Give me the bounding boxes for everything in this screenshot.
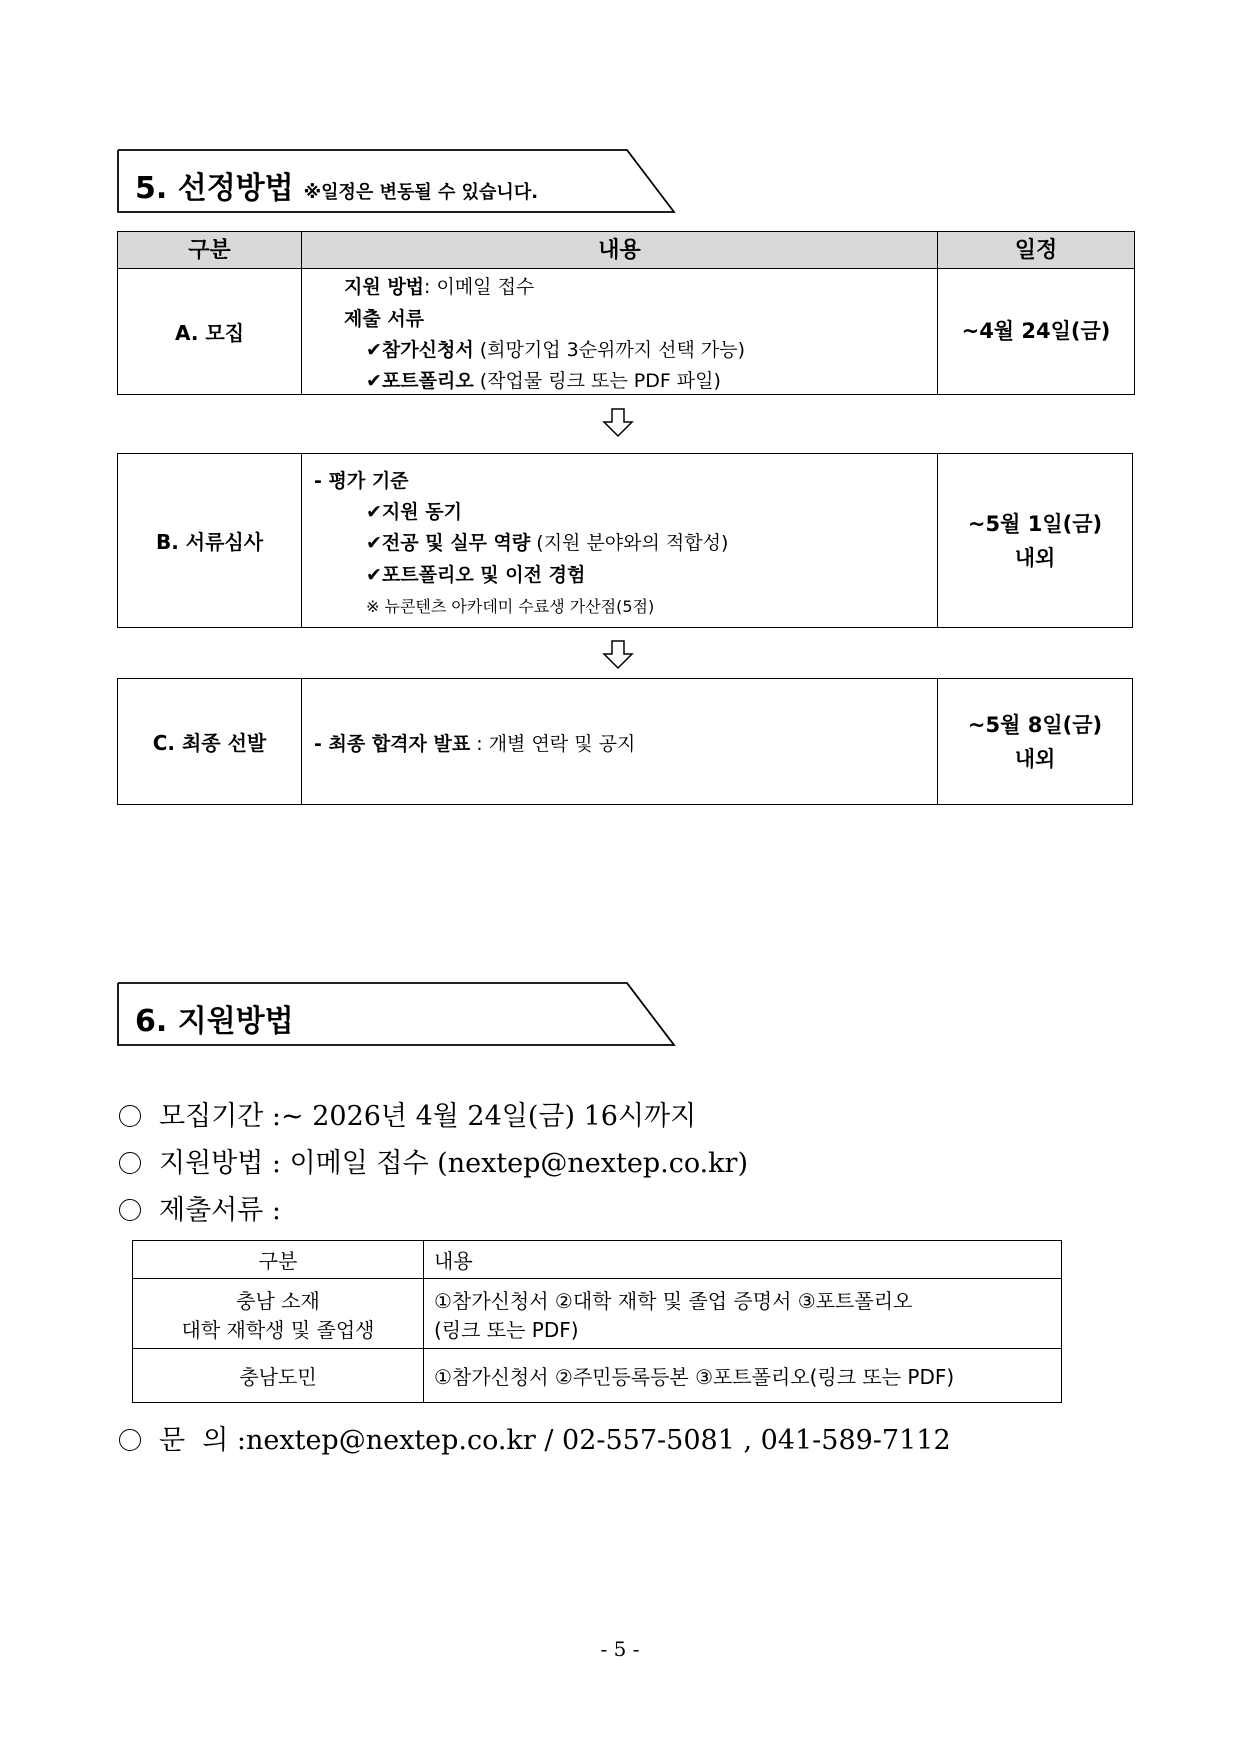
down-arrow-icon [602,640,634,670]
section6-title-wrap [135,996,294,1040]
step-a-line1: 지원 방법: 이메일 접수 [344,276,535,298]
circle-bullet-icon [119,1429,141,1451]
down-arrow-icon [602,408,634,438]
circle-bullet-icon [119,1152,141,1174]
step-b-item1: ✔지원 동기 [366,501,462,523]
step-b-schedule [938,454,1132,627]
step-c-schedule [938,679,1132,804]
header-content: 내용 [302,232,938,268]
step-c-date: ~5월 8일(금) [967,712,1103,737]
circle-bullet-icon [119,1199,141,1221]
contact-line [119,1418,951,1457]
step-c-box [117,678,1133,805]
step-a-content [302,268,938,394]
step-b-line1: - 평가 기준 [314,470,409,492]
section5-header [117,149,677,215]
step-b-item2: ✔전공 및 실무 역량 (지원 분야와의 적합성) [366,532,729,554]
table-header-row [133,1241,1062,1279]
period-text: 모집기간 :~ 2026년 4월 24일(금) 16시까지 [159,1101,697,1132]
step-a-item1: ✔참가신청서 (희망기업 3순위까지 선택 가능) [366,339,746,361]
step-b-date-note: 내외 [1014,545,1056,570]
step-c-label: C. 최종 선발 [118,679,302,804]
header-schedule: 일정 [1014,238,1058,263]
table-cell-content: ①참가신청서 ②주민등록등본 ③포트폴리오(링크 또는 PDF) [424,1349,1062,1403]
table-cell-content: ①참가신청서 ②대학 재학 및 졸업 증명서 ③포트폴리오 (링크 또는 PDF) [424,1279,1062,1349]
step-a-box [117,231,1135,395]
step-c-line: - 최종 합격자 발표 : 개별 연락 및 공지 [314,733,636,755]
step-a-label: A. 모집 [118,268,302,394]
docs-line [119,1188,281,1227]
method-line [119,1141,748,1180]
step-a-line2: 제출 서류 [344,308,425,330]
documents-table [132,1240,1062,1403]
table-cell-category: 충남 소재 대학 재학생 및 졸업생 [133,1279,424,1349]
step-a-item2: ✔포트폴리오 (작업물 링크 또는 PDF 파일) [366,370,721,392]
table-cell-category: 충남도민 [133,1349,424,1403]
step-b-note: ※ 뉴콘텐츠 아카데미 수료생 가산점(5점) [366,597,655,616]
step-b-content [302,454,938,627]
method-text: 지원방법 : 이메일 접수 (nextep@nextep.co.kr) [159,1148,748,1179]
period-line [119,1094,696,1133]
contact-text: 문 의 :nextep@nextep.co.kr / 02-557-5081 , 041-589-7112 [159,1425,951,1456]
section5-title: 5. 선정방법 [135,171,294,206]
docs-label: 제출서류 : [159,1195,282,1226]
table-row [133,1279,1062,1349]
table-header-content: 내용 [424,1241,1062,1279]
step-b-item3: ✔포트폴리오 및 이전 경험 [366,564,586,586]
step-b-box [117,453,1133,628]
step-b-date: ~5월 1일(금) [967,511,1103,536]
table-header-row [118,232,1134,269]
step-b-label: B. 서류심사 [118,454,302,627]
section6-title: 6. 지원방법 [135,1004,294,1039]
page-number: - 5 - [600,1637,640,1661]
section5-title-wrap [135,163,538,207]
table-row [133,1349,1062,1403]
circle-bullet-icon [119,1105,141,1127]
step-a-date: ~4월 24일(금) [961,319,1111,343]
section6-header [117,982,677,1048]
step-a-schedule [938,268,1134,394]
step-c-content [302,679,938,804]
header-category: 구분 [118,232,302,268]
step-c-date-note: 내외 [1014,746,1056,771]
section5-note: ※일정은 변동될 수 있습니다. [303,182,539,203]
table-header-category: 구분 [133,1241,424,1279]
